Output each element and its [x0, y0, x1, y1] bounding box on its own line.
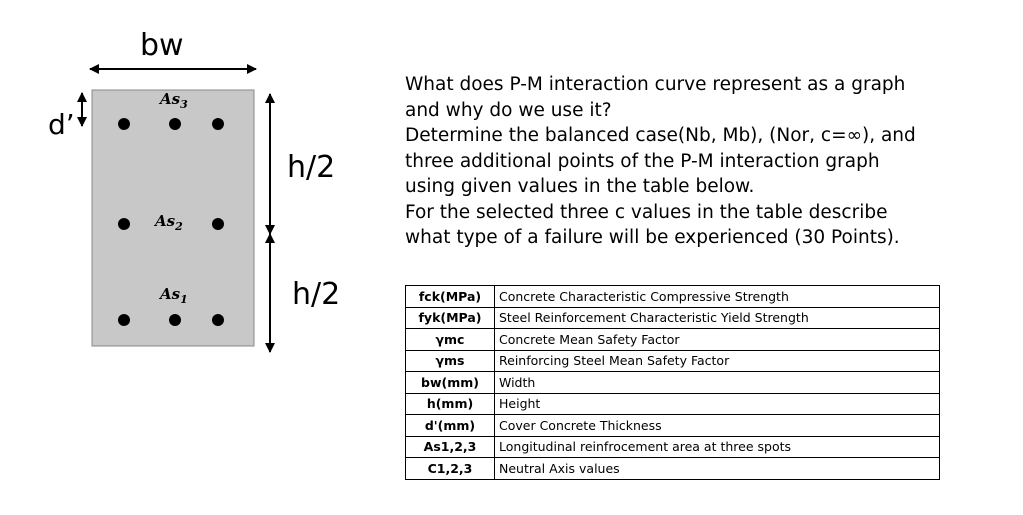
rebar-top-2 — [169, 118, 181, 130]
parameter-description: Longitudinal reinfrocement area at three spots — [495, 436, 940, 458]
steel-label-as3: $As_3$ — [160, 90, 188, 111]
parameter-description: Concrete Mean Safety Factor — [495, 329, 940, 351]
parameter-description: Concrete Characteristic Compressive Strength — [495, 286, 940, 308]
question-line: For the selected three c values in the table describe — [405, 201, 888, 223]
question-line: what type of a failure will be experienced (30 Points). — [405, 227, 900, 248]
parameter-symbol: d'(mm) — [406, 415, 495, 437]
width-label: bw — [140, 28, 184, 63]
parameter-symbol: γms — [406, 350, 495, 372]
table-row — [406, 436, 940, 458]
rebar-top-3 — [212, 118, 224, 130]
rebar-mid-2 — [212, 218, 224, 230]
parameter-symbol: γmc — [406, 329, 495, 351]
table-row — [406, 307, 940, 329]
parameter-description: Steel Reinforcement Characteristic Yield Strength — [495, 307, 940, 329]
parameter-description: Height — [495, 393, 940, 415]
rebar-bottom-3 — [212, 314, 224, 326]
parameter-symbol: As1,2,3 — [406, 436, 495, 458]
parameter-description: Cover Concrete Thickness — [495, 415, 940, 437]
parameter-symbol: C1,2,3 — [406, 458, 495, 480]
table-row — [406, 458, 940, 480]
question-line: and why do we use it? — [405, 99, 612, 121]
table-row — [406, 393, 940, 415]
question-text — [405, 72, 965, 251]
cross-section-diagram — [0, 0, 380, 400]
rebar-top-1 — [118, 118, 130, 130]
table-row — [406, 350, 940, 372]
parameter-symbol: bw(mm) — [406, 372, 495, 394]
steel-label-as1: $As_1$ — [160, 285, 188, 306]
question-line: What does P-M interaction curve represent as a graph — [405, 74, 906, 95]
rebar-mid-1 — [118, 218, 130, 230]
parameter-symbol: fyk(MPa) — [406, 307, 495, 329]
table-row — [406, 286, 940, 308]
parameter-symbol: h(mm) — [406, 393, 495, 415]
parameter-symbol: fck(MPa) — [406, 286, 495, 308]
steel-label-as2: $As_2$ — [155, 212, 183, 233]
question-line: using given values in the table below. — [405, 176, 755, 197]
parameters-table — [405, 285, 940, 480]
cross-section-drawing — [0, 0, 380, 400]
rebar-bottom-2 — [169, 314, 181, 326]
parameter-description: Reinforcing Steel Mean Safety Factor — [495, 350, 940, 372]
table-row — [406, 372, 940, 394]
parameter-description: Width — [495, 372, 940, 394]
lower-half-height-label: h/2 — [292, 277, 341, 312]
question-line: Determine the balanced case(Nb, Mb), (Nor, c=∞), and — [405, 125, 916, 146]
parameter-description: Neutral Axis values — [495, 458, 940, 480]
table-row — [406, 415, 940, 437]
question-line: three additional points of the P-M interaction graph — [405, 150, 880, 172]
cover-label: d’ — [48, 108, 75, 141]
table-row — [406, 329, 940, 351]
rebar-bottom-1 — [118, 314, 130, 326]
upper-half-height-label: h/2 — [287, 150, 336, 185]
